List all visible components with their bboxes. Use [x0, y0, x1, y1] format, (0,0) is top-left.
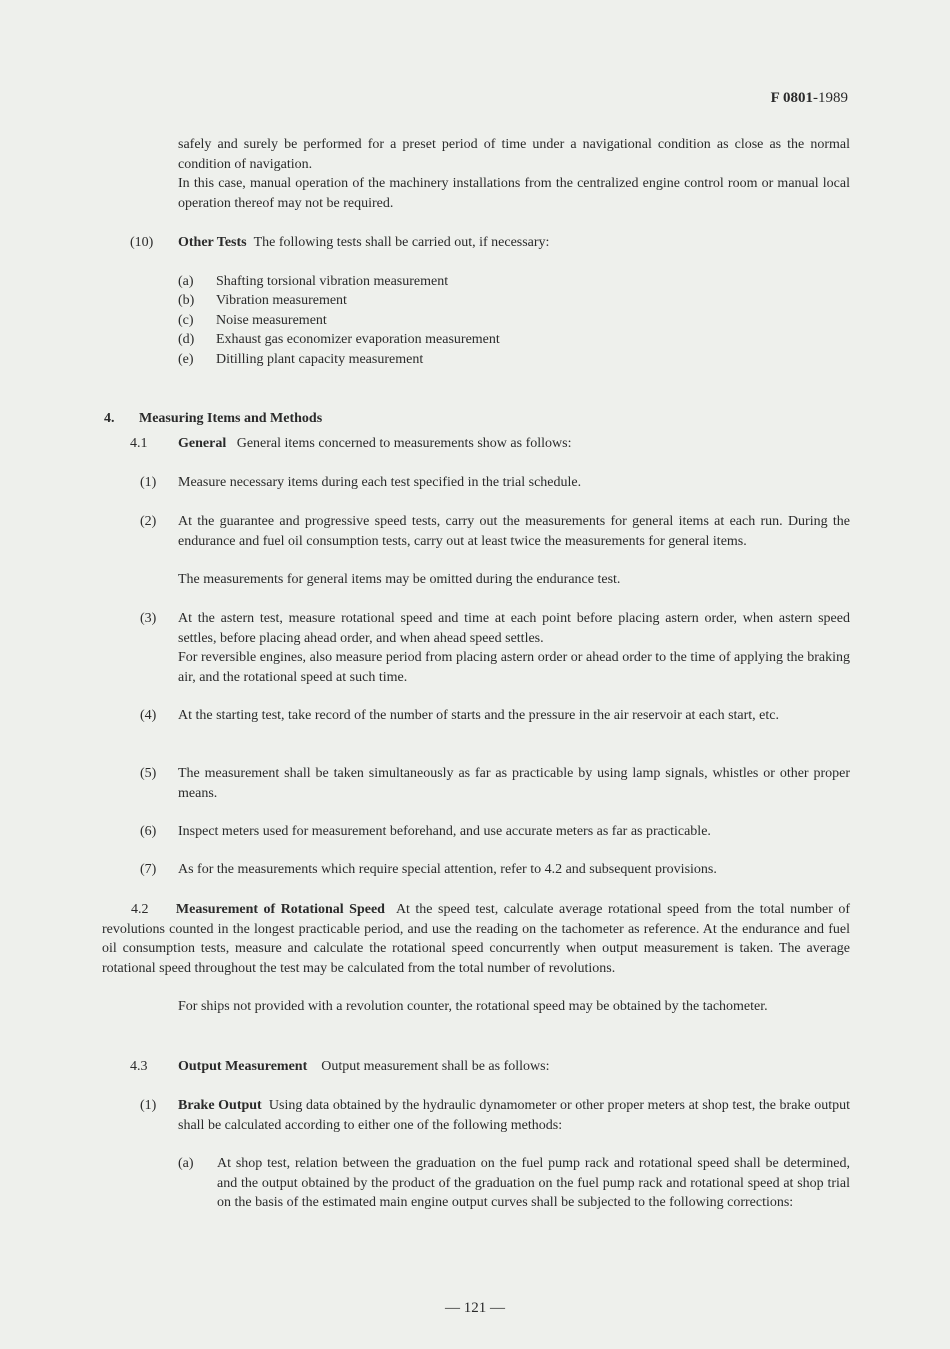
list-item-label: (a) — [178, 274, 194, 289]
brake-output-title: Brake Output — [178, 1098, 262, 1113]
sub-item-text: At shop test, relation between the graduation on the fuel pump rack and rotational speed shall be determined, and the output obtained by the product of the graduation on the fuel pump rack and rotational speed at shop trial on the basis of the estimated main engine output curves shall be subjected to the following corrections: — [217, 1156, 850, 1210]
list-item: As for the measurements which require special attention, refer to 4.2 and subsequent provisions. — [178, 862, 717, 877]
brake-output-text: Using data obtained by the hydraulic dynamometer or other proper meters at shop test, the brake output shall be calculated according to either one of the following methods: — [178, 1098, 851, 1133]
list-item-label: (7) — [140, 862, 157, 877]
list-item-label: (4) — [140, 708, 157, 723]
section-4-3-text: Output measurement shall be as follows: — [321, 1059, 550, 1074]
list-item: Exhaust gas economizer evaporation measurement — [216, 332, 500, 347]
list-item-label: (1) — [140, 475, 157, 490]
list-item: Noise measurement — [216, 313, 327, 328]
list-item: Vibration measurement — [216, 293, 347, 308]
section-4-2-paragraph — [102, 900, 850, 978]
list-item-label: (c) — [178, 313, 194, 328]
list-item-label: (d) — [178, 332, 195, 347]
standard-number: F 0801 — [770, 90, 813, 106]
section-4-3-title: Output Measurement — [178, 1059, 308, 1074]
list-item: At the starting test, take record of the number of starts and the pressure in the air reservoir at each start, etc. — [178, 708, 779, 723]
list-item-label: (6) — [140, 824, 157, 839]
page-number: — 121 — — [445, 1300, 505, 1316]
other-tests-title: Other Tests — [178, 235, 247, 250]
section-4-2-title: Measurement of Rotational Speed — [175, 902, 385, 917]
list-item: Ditilling plant capacity measurement — [216, 352, 424, 367]
other-tests-number: (10) — [130, 235, 154, 250]
section-4-1-text: General items concerned to measurements show as follows: — [236, 436, 572, 451]
section-4-1-title: General — [178, 436, 227, 451]
list-item-label: (3) — [140, 611, 157, 626]
intro-paragraph-2: In this case, manual operation of the machinery installations from the centralized engine control room or manual local operation thereof may not be required. — [178, 176, 850, 211]
other-tests-line — [178, 233, 850, 253]
other-tests-text: The following tests shall be carried out, if necessary: — [253, 235, 550, 250]
list-item: Measure necessary items during each test specified in the trial schedule. — [178, 475, 582, 490]
list-item-label: (b) — [178, 293, 195, 308]
list-item-continuation: The measurements for general items may be omitted during the endurance test. — [178, 572, 621, 587]
section-4-2-number: 4.2 — [131, 902, 149, 917]
section-4-3-number: 4.3 — [130, 1059, 148, 1074]
sub-item-label: (a) — [178, 1156, 194, 1171]
section-4-1-number: 4.1 — [130, 436, 148, 451]
list-item-label: (2) — [140, 514, 157, 529]
section-4-title: Measuring Items and Methods — [139, 411, 323, 426]
brake-output-number: (1) — [140, 1098, 157, 1113]
list-item-continuation: For reversible engines, also measure period from placing astern order or ahead order to the time of applying the braking air, and the rotational speed at such time. — [178, 650, 850, 685]
section-4-2-paragraph-2: For ships not provided with a revolution counter, the rotational speed may be obtained by the tachometer. — [178, 999, 768, 1014]
intro-paragraph-1: safely and surely be performed for a preset period of time under a navigational condition as close as the normal condition of navigation. — [178, 137, 850, 172]
list-item-label: (5) — [140, 766, 157, 781]
list-item: Inspect meters used for measurement beforehand, and use accurate meters as far as practicable. — [178, 824, 711, 839]
list-item: The measurement shall be taken simultaneously as far as practicable by using lamp signals, whistles or other proper means. — [178, 766, 850, 801]
brake-output-paragraph — [178, 1096, 850, 1135]
standard-year: -1989 — [813, 90, 848, 106]
section-4-2-text: At the speed test, calculate average rotational speed from the total number of revolutions counted in the longest practicable period, and use the reading on the tachometer as reference. At the endurance and fuel oil consumption tests, measure and calculate the rotational speed concurrently when output measurement is taken. The average rotational speed throughout the test may be calculated from the total number of revolutions. — [102, 902, 851, 976]
list-item: At the guarantee and progressive speed tests, carry out the measurements for general items at each run. During the endurance and fuel oil consumption tests, carry out at least twice the measurements for general items. — [178, 514, 850, 549]
list-item: Shafting torsional vibration measurement — [216, 274, 449, 289]
list-item-label: (e) — [178, 352, 194, 367]
section-4-1-line — [178, 434, 571, 454]
section-4-number: 4. — [104, 411, 115, 426]
list-item: At the astern test, measure rotational speed and time at each point before placing astern order, when astern speed settles, before placing ahead order, and when ahead speed settles. — [178, 611, 850, 646]
section-4-3-line — [178, 1057, 549, 1077]
document-code — [771, 90, 848, 107]
